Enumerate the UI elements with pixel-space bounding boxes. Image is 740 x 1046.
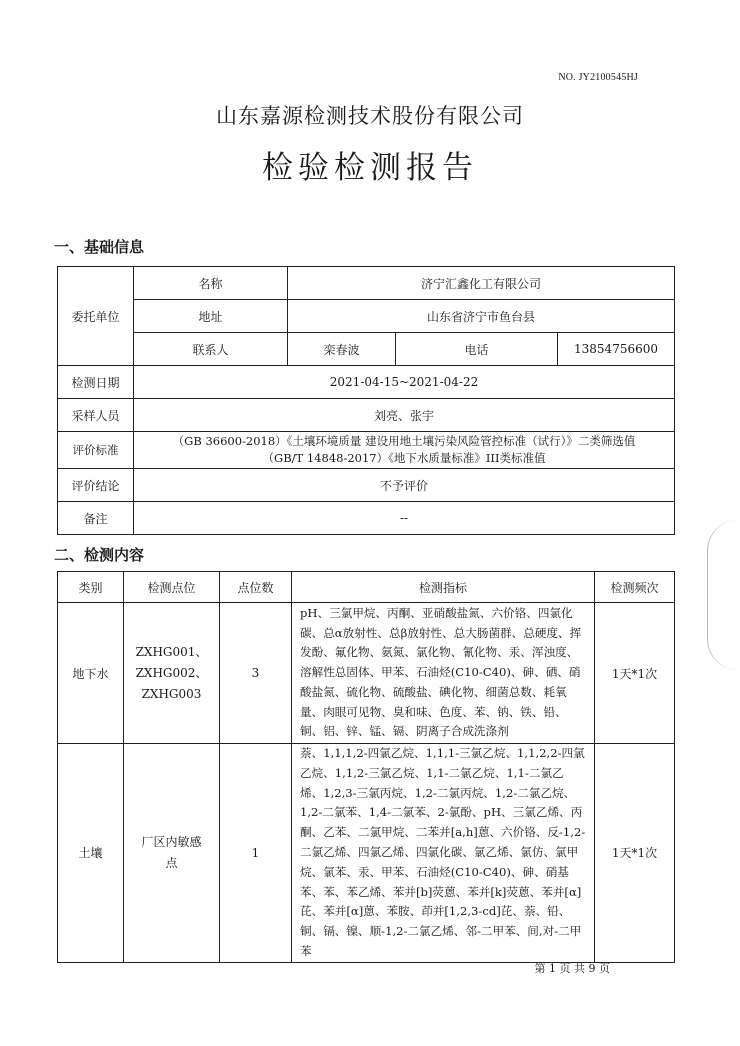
points-cell <box>124 744 220 963</box>
client-label: 委托单位 <box>58 267 134 366</box>
report-title: 检验检测报告 <box>262 150 478 186</box>
report-number: NO. JY2100545HJ <box>558 72 638 83</box>
test-date-label: 检测日期 <box>58 366 134 399</box>
point-id: 厂区内敏感 <box>141 834 202 849</box>
column-header: 检测指标 <box>292 572 595 603</box>
column-header: 类别 <box>58 572 124 603</box>
test-date-value: 2021-04-15~2021-04-22 <box>134 366 675 399</box>
point-id: ZXHG001、 <box>135 644 208 659</box>
section-test-content-heading: 二、检测内容 <box>54 546 145 564</box>
column-header: 检测频次 <box>595 572 675 603</box>
point-id: ZXHG002、 <box>135 665 208 680</box>
remark-value: -- <box>134 502 675 535</box>
sampler-value: 刘亮、张宇 <box>134 399 675 432</box>
point-id: ZXHG003 <box>141 686 202 701</box>
contact-value: 栾春波 <box>288 333 396 366</box>
parameters-cell: 萘、1,1,1,2-四氯乙烷、1,1,1-三氯乙烷、1,1,2,2-四氯乙烷、1,1,2-三氯乙烷、1,1-二氯乙烷、1,1-二氯乙烯、1,2,3-三氯丙烷、1,2-二氯丙烷、1,2-二氯乙烷、1,2-二氯苯、1,4-二氯苯、2-氯酚、pH、三氯乙烯、丙酮、乙苯、二氯甲烷、二苯并[a,h]蒽、六价铬、反-1,2-二氯乙烯、四氯乙烯、四氯化碳、氯乙烯、氯仿、氯甲烷、氯苯、汞、甲苯、石油烃(C10-C40)、砷、硝基苯、苯、苯乙烯、苯并[b]荧蒽、苯并[k]荧蒽、苯并[α]芘、苯并[α]蒽、苯胺、茚并[1,2,3-cd]芘、萘、铅、铜、镉、镍、顺-1,2-二氯乙烯、邻-二甲苯、间,对-二甲苯 <box>292 744 595 963</box>
seam-seal-stamp <box>707 520 738 670</box>
sampler-label: 采样人员 <box>58 399 134 432</box>
company-name: 山东嘉源检测技术股份有限公司 <box>216 104 524 128</box>
client-address-label: 地址 <box>134 300 288 333</box>
point-id: 点 <box>165 855 178 870</box>
table-row <box>58 603 675 744</box>
point-count-cell: 1 <box>220 744 292 963</box>
section-basic-info-heading: 一、基础信息 <box>54 238 145 256</box>
standard-label: 评价标准 <box>58 432 134 469</box>
frequency-cell: 1天*1次 <box>595 744 675 963</box>
page-number: 第 1 页 共 9 页 <box>534 962 610 975</box>
category-cell: 土壤 <box>58 744 124 963</box>
point-count-cell: 3 <box>220 603 292 744</box>
client-name-label: 名称 <box>134 267 288 300</box>
standard-line-2: （GB/T 14848-2017）《地下水质量标准》III类标准值 <box>262 451 546 465</box>
basic-info-table <box>57 266 675 535</box>
frequency-cell: 1天*1次 <box>595 603 675 744</box>
client-name-value: 济宁汇鑫化工有限公司 <box>288 267 675 300</box>
column-header: 检测点位 <box>124 572 220 603</box>
conclusion-label: 评价结论 <box>58 469 134 502</box>
client-address-value: 山东省济宁市鱼台县 <box>288 300 675 333</box>
conclusion-value: 不予评价 <box>134 469 675 502</box>
phone-label: 电话 <box>396 333 558 366</box>
points-cell <box>124 603 220 744</box>
contact-label: 联系人 <box>134 333 288 366</box>
standard-line-1: （GB 36600-2018）《土壤环境质量 建设用地土壤污染风险管控标准（试行）》二类筛选值 <box>172 434 636 448</box>
standard-value <box>134 432 675 469</box>
test-content-table <box>57 571 675 963</box>
category-cell: 地下水 <box>58 603 124 744</box>
phone-value: 13854756600 <box>558 333 675 366</box>
column-header: 点位数 <box>220 572 292 603</box>
table-row <box>58 744 675 963</box>
parameters-cell: pH、三氯甲烷、丙酮、亚硝酸盐氮、六价铬、四氯化碳、总α放射性、总β放射性、总大肠菌群、总硬度、挥发酚、氟化物、氨氮、氯化物、氰化物、汞、浑浊度、溶解性总固体、甲苯、石油烃(C10-C40)、砷、硒、硝酸盐氮、硫化物、硫酸盐、碘化物、细菌总数、耗氧量、肉眼可见物、臭和味、色度、苯、钠、铁、铅、铜、铝、锌、锰、镉、阴离子合成洗涤剂 <box>292 603 595 744</box>
remark-label: 备注 <box>58 502 134 535</box>
